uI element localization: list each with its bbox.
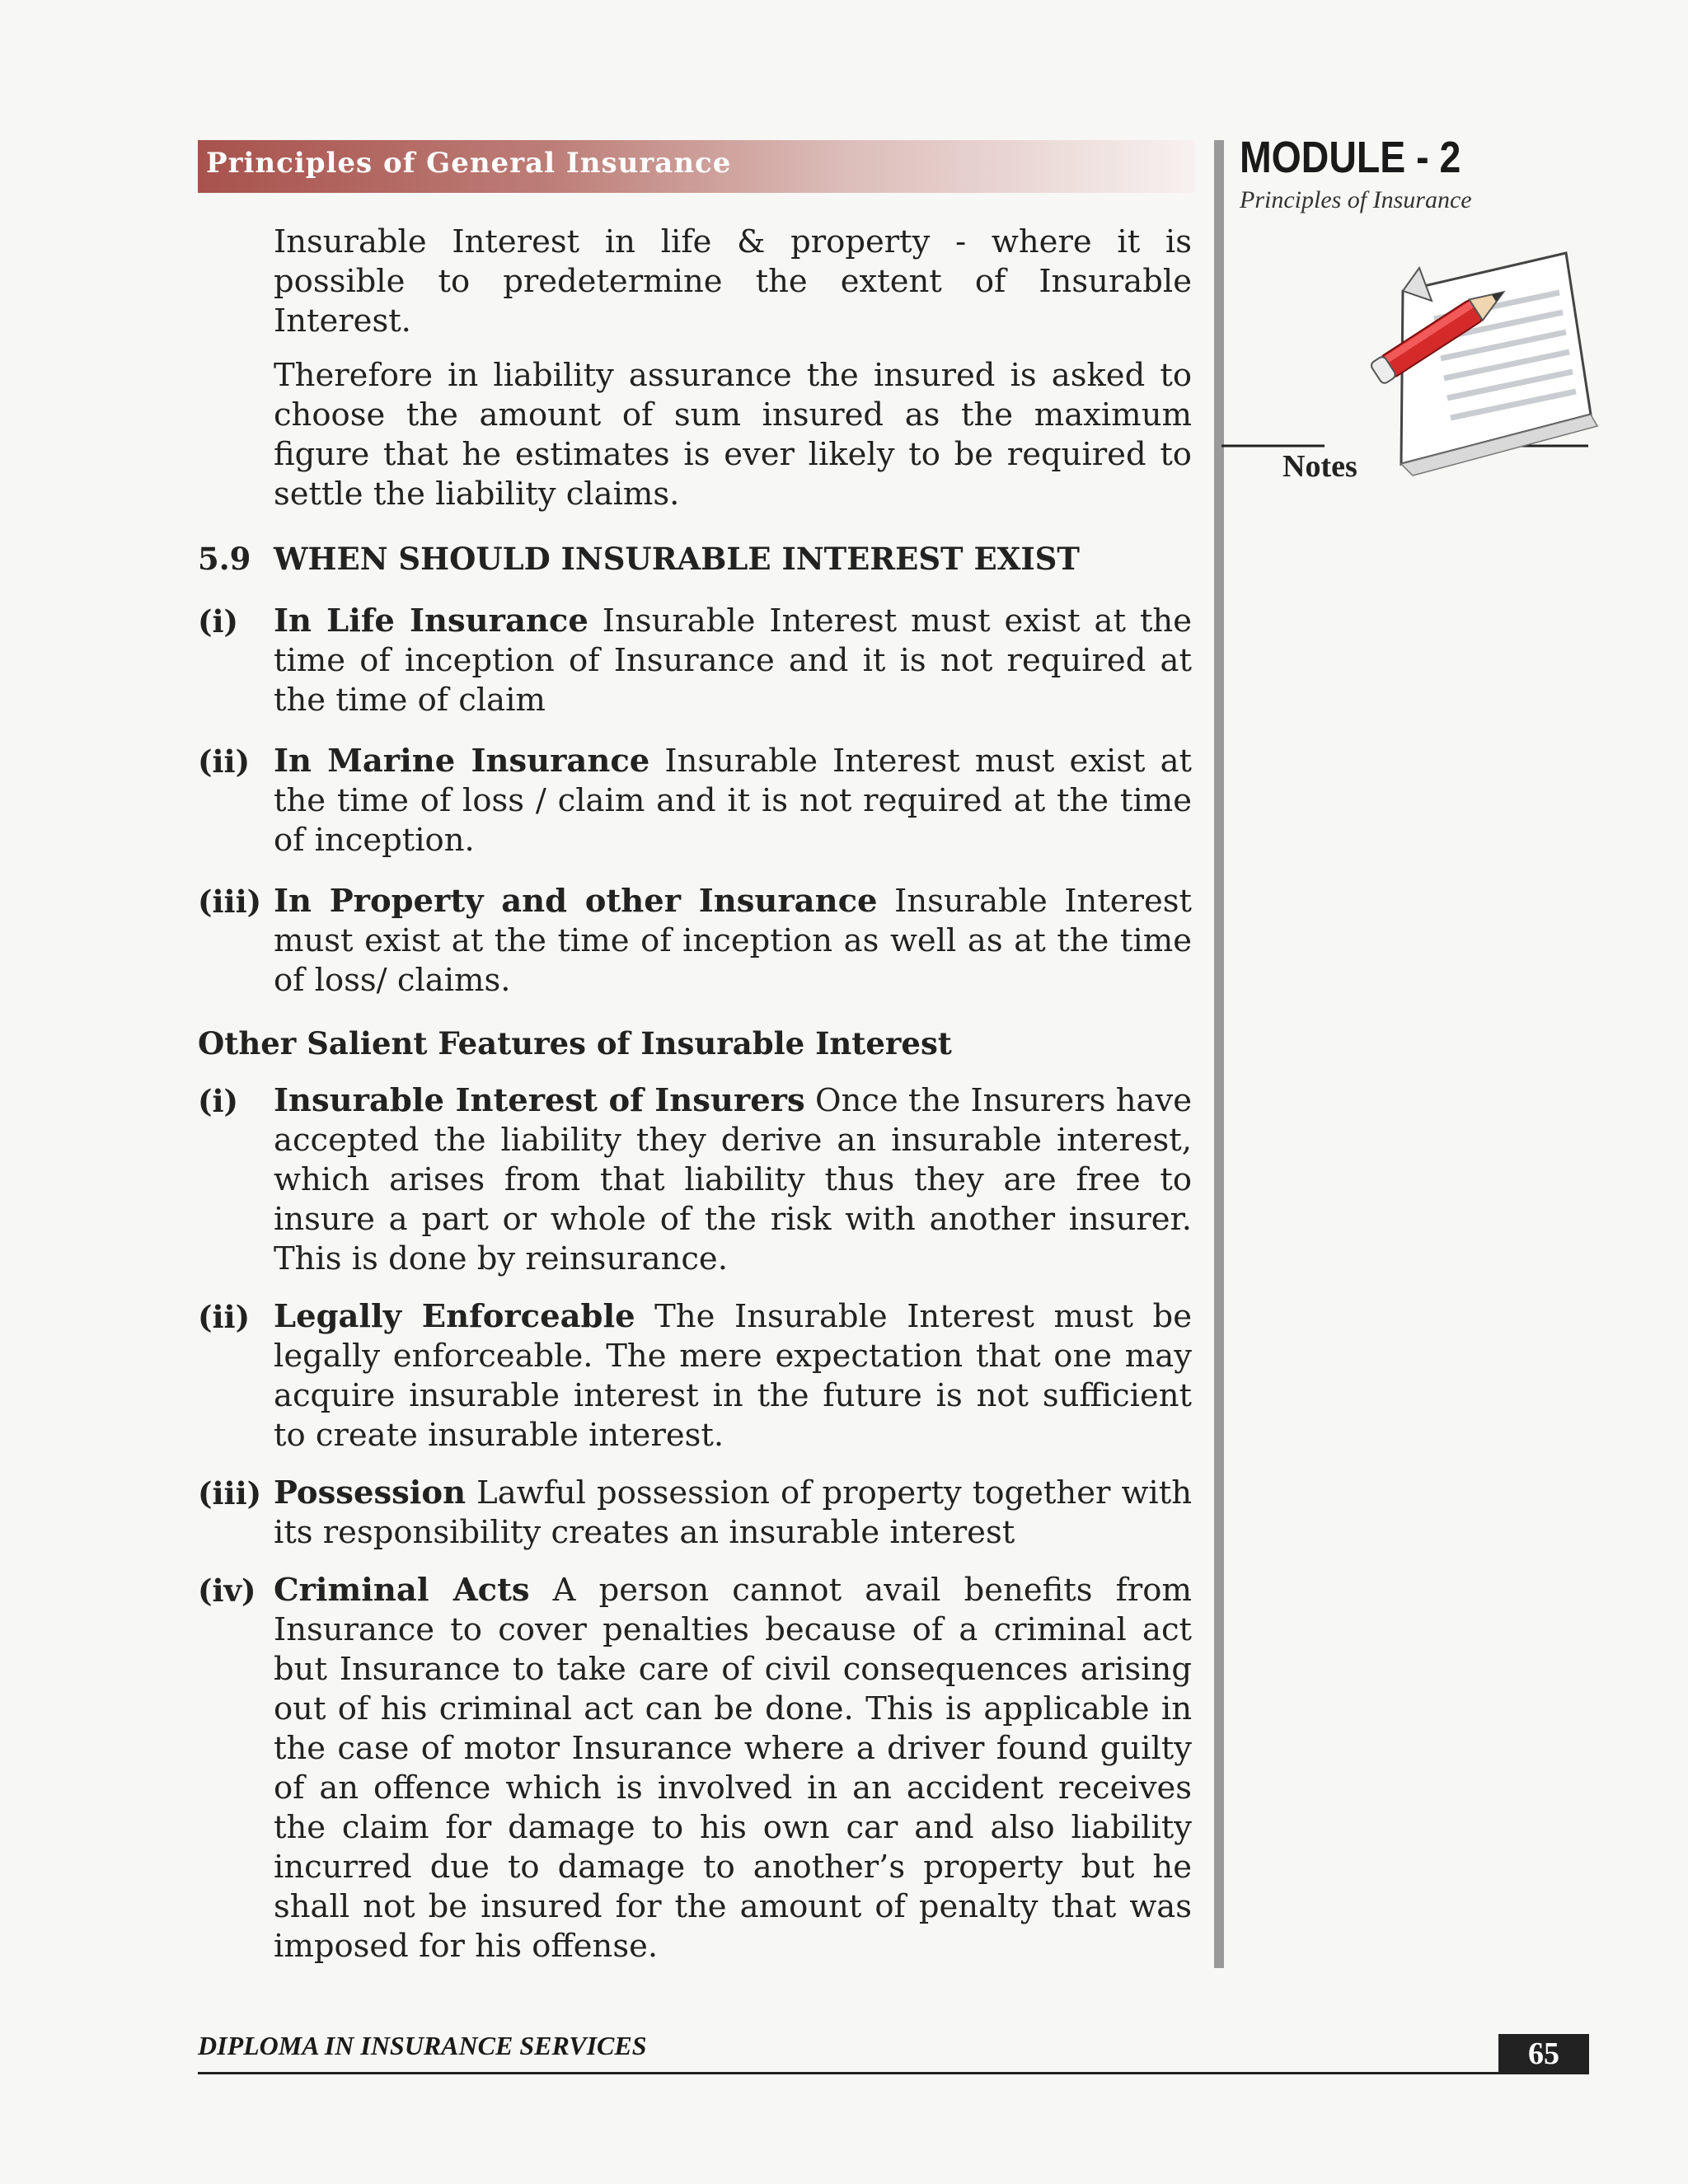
list-item — [198, 1474, 1192, 1553]
section-heading — [198, 539, 1192, 579]
module-subtitle: Principles of Insurance — [1240, 186, 1472, 213]
section-number: 5.9 — [198, 541, 251, 577]
section-title: WHEN SHOULD INSURABLE INTEREST EXIST — [274, 541, 1080, 577]
intro-paragraph: Therefore in liability assurance the insured is asked to choose the amount of sum insured as the maximum figure that he estimates is ever likely to be required to settle the liability claims. — [274, 357, 1192, 513]
list-marker: (iii) — [198, 883, 262, 920]
list-item — [198, 882, 1192, 1001]
list-item — [198, 602, 1192, 720]
item-text: The Insurable Interest must be legally enforceable. The mere expectation that one may acquire insurable interest in the future is not sufficient to create insurable interest. — [274, 1298, 1192, 1454]
page-number: 65 — [1498, 2034, 1589, 2074]
list-item — [198, 742, 1192, 860]
item-term: Possession — [274, 1474, 467, 1511]
list-marker: (i) — [198, 1083, 239, 1119]
list-item — [198, 1081, 1192, 1279]
footer-title: DIPLOMA IN INSURANCE SERVICES — [198, 2031, 647, 2060]
item-term: In Property and other Insurance — [274, 883, 878, 920]
item-term: Legally Enforceable — [274, 1298, 635, 1335]
list-item — [198, 1297, 1192, 1455]
intro-paragraph: Insurable Interest in life & property - where it is possible to predetermine the extent of Insurable Interest. — [274, 223, 1192, 340]
list-marker: (i) — [198, 603, 239, 640]
item-text: A person cannot avail benefits from Insurance to cover penalties because of a criminal act but Insurance to take care of civil consequences arising out of his criminal act can be done. This is applicable in the case of motor Insurance where a driver found guilty of an offence which is involved in an accident receives the claim for damage to his own car and also liability incurred due to damage to another’s property but he shall not be insured for the amount of penalty that was imposed for his offense. — [274, 1572, 1192, 1965]
item-text: Once the Insurers have accepted the liability they derive an insurable interest, which arises from that liability thus they are free to insure a part or whole of the risk with another insurer. This is done by reinsurance. — [274, 1082, 1193, 1277]
band-title: Principles of General Insurance — [206, 147, 732, 180]
item-text: Lawful possession of property together with its responsibility creates an insurable interest — [274, 1474, 1192, 1551]
list-marker: (ii) — [198, 1299, 251, 1335]
item-term: In Marine Insurance — [274, 743, 650, 780]
item-term: Criminal Acts — [274, 1572, 530, 1609]
notes-label: Notes — [1282, 449, 1357, 484]
list-marker: (iv) — [198, 1572, 256, 1609]
header-band — [198, 140, 1195, 193]
list-marker: (ii) — [198, 743, 251, 780]
item-text: Insurable Interest must exist at the time of inception of Insurance and it is not required at the time of claim — [274, 602, 1193, 719]
item-term: Insurable Interest of Insurers — [274, 1082, 805, 1119]
item-text: Insurable Interest must exist at the time of loss / claim and it is not required at the time of inception. — [274, 743, 1192, 859]
list-marker: (iii) — [198, 1475, 262, 1511]
list-item — [198, 1571, 1192, 1966]
main-content — [198, 223, 1192, 1985]
module-title: MODULE - 2 — [1240, 133, 1461, 182]
item-text: Insurable Interest must exist at the time of inception as well as at the time of loss/ claims. — [274, 883, 1192, 999]
features-heading: Other Salient Features of Insurable Interest — [198, 1025, 952, 1062]
footer-rule — [198, 2072, 1589, 2074]
notes-pencil-icon — [1221, 243, 1609, 482]
item-term: In Life Insurance — [274, 602, 588, 640]
